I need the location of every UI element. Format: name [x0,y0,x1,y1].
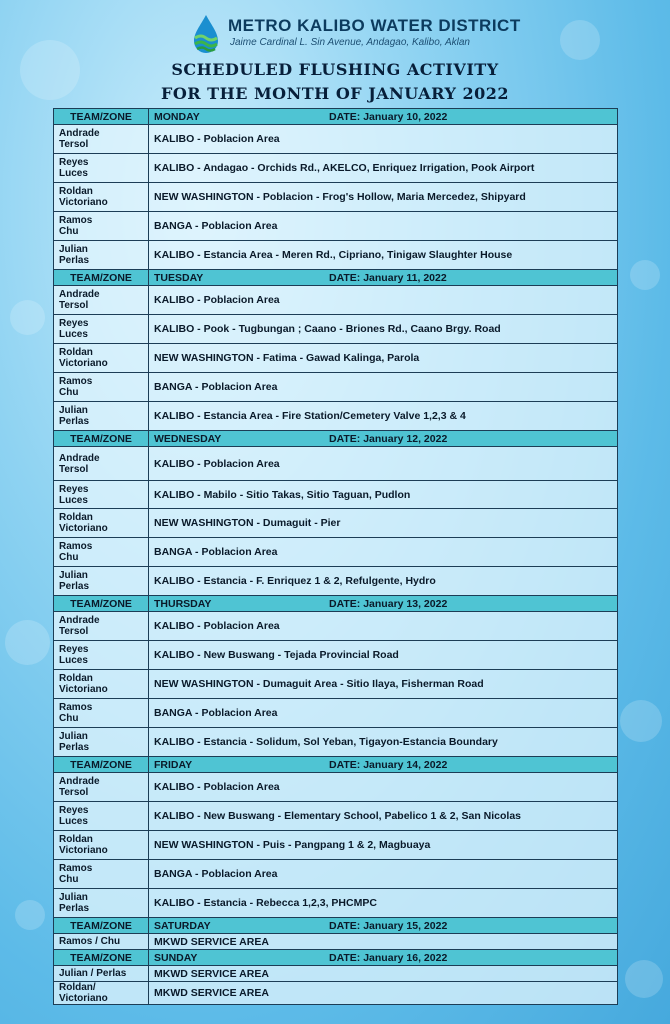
team-member-name: Perlas [59,416,90,427]
day-date-cell [149,109,618,125]
day-name: WEDNESDAY [154,432,222,445]
team-member-name: Victoriano [59,358,108,369]
team-member-name: Julian / Perlas [59,968,127,979]
team-member-name: Reyes [59,805,89,816]
area-cell: KALIBO - Estancia - Solidum, Sol Yeban, Tigayon-Estancia Boundary [149,728,618,757]
team-member-name: Chu [59,552,79,563]
area-cell: KALIBO - Mabilo - Sitio Takas, Sitio Taguan, Pudlon [149,481,618,509]
team-member-name: Reyes [59,644,89,655]
area-cell: KALIBO - Poblacion Area [149,125,618,154]
team-cell [54,447,149,481]
area-cell: BANGA - Poblacion Area [149,699,618,728]
area-cell: KALIBO - Estancia - F. Enriquez 1 & 2, Refulgente, Hydro [149,567,618,596]
schedule-row [54,860,618,889]
team-cell [54,641,149,670]
area-cell: KALIBO - New Buswang - Elementary School, Pabelico 1 & 2, San Nicolas [149,802,618,831]
schedule-row [54,286,618,315]
team-cell [54,982,149,1005]
team-cell [54,802,149,831]
team-cell [54,402,149,431]
team-cell [54,481,149,509]
team-cell [54,125,149,154]
schedule-row [54,641,618,670]
schedule-row [54,728,618,757]
schedule-row [54,183,618,212]
team-cell [54,509,149,538]
team-member-name: Ramos / Chu [59,936,121,947]
day-date: DATE: January 16, 2022 [329,951,448,964]
day-header-row [54,918,618,934]
team-cell [54,612,149,641]
team-zone-header: TEAM/ZONE [54,596,149,612]
day-date: DATE: January 11, 2022 [329,271,447,284]
area-cell: NEW WASHINGTON - Fatima - Gawad Kalinga, Parola [149,344,618,373]
team-member-name: Ramos [59,541,93,552]
area-cell: KALIBO - Poblacion Area [149,773,618,802]
team-member-name: Roldan/ Victoriano [59,982,108,1004]
team-member-name: Andrade [59,452,100,464]
area-cell: KALIBO - New Buswang - Tejada Provincial Road [149,641,618,670]
area-cell: KALIBO - Poblacion Area [149,612,618,641]
area-cell: KALIBO - Estancia Area - Fire Station/Cemetery Valve 1,2,3 & 4 [149,402,618,431]
team-cell [54,344,149,373]
team-member-name: Ramos [59,863,93,874]
team-cell [54,315,149,344]
schedule-row [54,966,618,982]
day-name: THURSDAY [154,597,212,610]
team-member-name: Roldan [59,673,93,684]
team-member-name: Victoriano [59,523,108,534]
area-cell: NEW WASHINGTON - Dumaguit Area - Sitio Ilaya, Fisherman Road [149,670,618,699]
team-member-name: Julian [59,731,88,742]
team-member-name: Roldan [59,347,93,358]
area-cell: KALIBO - Estancia - Rebecca 1,2,3, PHCMPC [149,889,618,918]
org-name: METRO KALIBO WATER DISTRICT [228,16,521,35]
team-member-name: Reyes [59,318,89,329]
schedule-row [54,315,618,344]
schedule-row [54,773,618,802]
team-zone-header: TEAM/ZONE [54,270,149,286]
day-header-row [54,757,618,773]
day-header-row [54,109,618,125]
team-member-name: Victoriano [59,845,108,856]
area-cell: MKWD SERVICE AREA [149,982,618,1005]
day-date-cell [149,431,618,447]
team-member-name: Chu [59,387,79,398]
title-line-1: SCHEDULED FLUSHING ACTIVITY [171,60,499,79]
day-header-row [54,950,618,966]
schedule-table [53,108,618,1005]
team-zone-header: TEAM/ZONE [54,431,149,447]
day-header-row [54,270,618,286]
schedule-row [54,699,618,728]
team-cell [54,670,149,699]
team-member-name: Ramos [59,702,93,713]
header [0,8,670,56]
schedule-row [54,402,618,431]
schedule-row [54,670,618,699]
team-cell [54,373,149,402]
schedule-row [54,212,618,241]
day-name: SATURDAY [154,919,211,932]
team-member-name: Andrade [59,289,100,300]
team-member-name: Andrade [59,615,100,626]
schedule-row [54,567,618,596]
team-cell [54,860,149,889]
area-cell: BANGA - Poblacion Area [149,538,618,567]
team-member-name: Tersol [59,139,89,150]
day-date-cell [149,757,618,773]
team-cell [54,154,149,183]
team-zone-header: TEAM/ZONE [54,757,149,773]
team-member-name: Roldan [59,186,93,197]
team-member-name: Victoriano [59,197,108,208]
team-member-name: Julian [59,405,88,416]
team-member-name: Roldan [59,834,93,845]
schedule-row [54,241,618,270]
area-cell: MKWD SERVICE AREA [149,966,618,982]
team-member-name: Luces [59,494,88,506]
team-member-name: Tersol [59,626,89,637]
team-member-name: Chu [59,874,79,885]
day-name: TUESDAY [154,271,204,284]
team-cell [54,934,149,950]
team-member-name: Perlas [59,581,90,592]
day-name: MONDAY [154,110,200,123]
team-member-name: Tersol [59,300,89,311]
team-member-name: Luces [59,655,88,666]
day-date: DATE: January 13, 2022 [329,597,448,610]
team-member-name: Luces [59,816,88,827]
day-date-cell [149,596,618,612]
area-cell: BANGA - Poblacion Area [149,860,618,889]
team-member-name: Perlas [59,742,90,753]
schedule-row [54,982,618,1005]
area-cell: KALIBO - Poblacion Area [149,447,618,481]
day-header-row [54,596,618,612]
team-member-name: Reyes [59,483,89,495]
team-member-name: Roldan [59,512,93,523]
schedule-row [54,889,618,918]
team-member-name: Tersol [59,463,89,475]
area-cell: BANGA - Poblacion Area [149,212,618,241]
area-cell: NEW WASHINGTON - Poblacion - Frog's Hollow, Maria Mercedez, Shipyard [149,183,618,212]
team-member-name: Andrade [59,128,100,139]
team-member-name: Ramos [59,215,93,226]
area-cell: KALIBO - Andagao - Orchids Rd., AKELCO, Enriquez Irrigation, Pook Airport [149,154,618,183]
team-member-name: Perlas [59,255,90,266]
day-date: DATE: January 10, 2022 [329,110,448,123]
schedule-row [54,934,618,950]
schedule-row [54,538,618,567]
day-date-cell [149,270,618,286]
team-cell [54,286,149,315]
area-cell: KALIBO - Poblacion Area [149,286,618,315]
team-zone-header: TEAM/ZONE [54,109,149,125]
team-member-name: Ramos [59,376,93,387]
schedule-row [54,447,618,481]
org-address: Jaime Cardinal L. Sin Avenue, Andagao, Kalibo, Aklan [230,37,470,48]
area-cell: KALIBO - Estancia Area - Meren Rd., Cipriano, Tinigaw Slaughter House [149,241,618,270]
area-cell: NEW WASHINGTON - Puis - Pangpang 1 & 2, Magbuaya [149,831,618,860]
team-member-name: Luces [59,329,88,340]
schedule-row [54,344,618,373]
team-member-name: Julian [59,244,88,255]
schedule-row [54,509,618,538]
team-cell [54,831,149,860]
team-member-name: Chu [59,713,79,724]
team-cell [54,183,149,212]
day-name: FRIDAY [154,758,193,771]
team-cell [54,699,149,728]
schedule-row [54,831,618,860]
schedule-row [54,154,618,183]
team-cell [54,966,149,982]
team-cell [54,567,149,596]
team-cell [54,773,149,802]
area-cell: MKWD SERVICE AREA [149,934,618,950]
area-cell: BANGA - Poblacion Area [149,373,618,402]
day-date: DATE: January 15, 2022 [329,919,448,932]
day-header-row [54,431,618,447]
team-cell [54,538,149,567]
team-cell [54,728,149,757]
water-drop-wave-logo-icon [192,14,220,54]
team-member-name: Julian [59,570,88,581]
title-line-2: FOR THE MONTH OF JANUARY 2022 [161,84,509,103]
day-date-cell [149,918,618,934]
team-zone-header: TEAM/ZONE [54,950,149,966]
team-member-name: Luces [59,168,88,179]
team-zone-header: TEAM/ZONE [54,918,149,934]
schedule-row [54,802,618,831]
area-cell: NEW WASHINGTON - Dumaguit - Pier [149,509,618,538]
schedule-row [54,612,618,641]
day-date-cell [149,950,618,966]
schedule-row [54,373,618,402]
schedule-row [54,481,618,509]
team-member-name: Victoriano [59,684,108,695]
day-name: SUNDAY [154,951,198,964]
team-member-name: Reyes [59,157,89,168]
team-cell [54,212,149,241]
team-member-name: Chu [59,226,79,237]
team-member-name: Andrade [59,776,100,787]
schedule-row [54,125,618,154]
day-date: DATE: January 14, 2022 [329,758,448,771]
area-cell: KALIBO - Pook - Tugbungan ; Caano - Briones Rd., Caano Brgy. Road [149,315,618,344]
team-member-name: Perlas [59,903,90,914]
team-cell [54,889,149,918]
team-cell [54,241,149,270]
day-date: DATE: January 12, 2022 [329,432,448,445]
team-member-name: Julian [59,892,88,903]
team-member-name: Tersol [59,787,89,798]
